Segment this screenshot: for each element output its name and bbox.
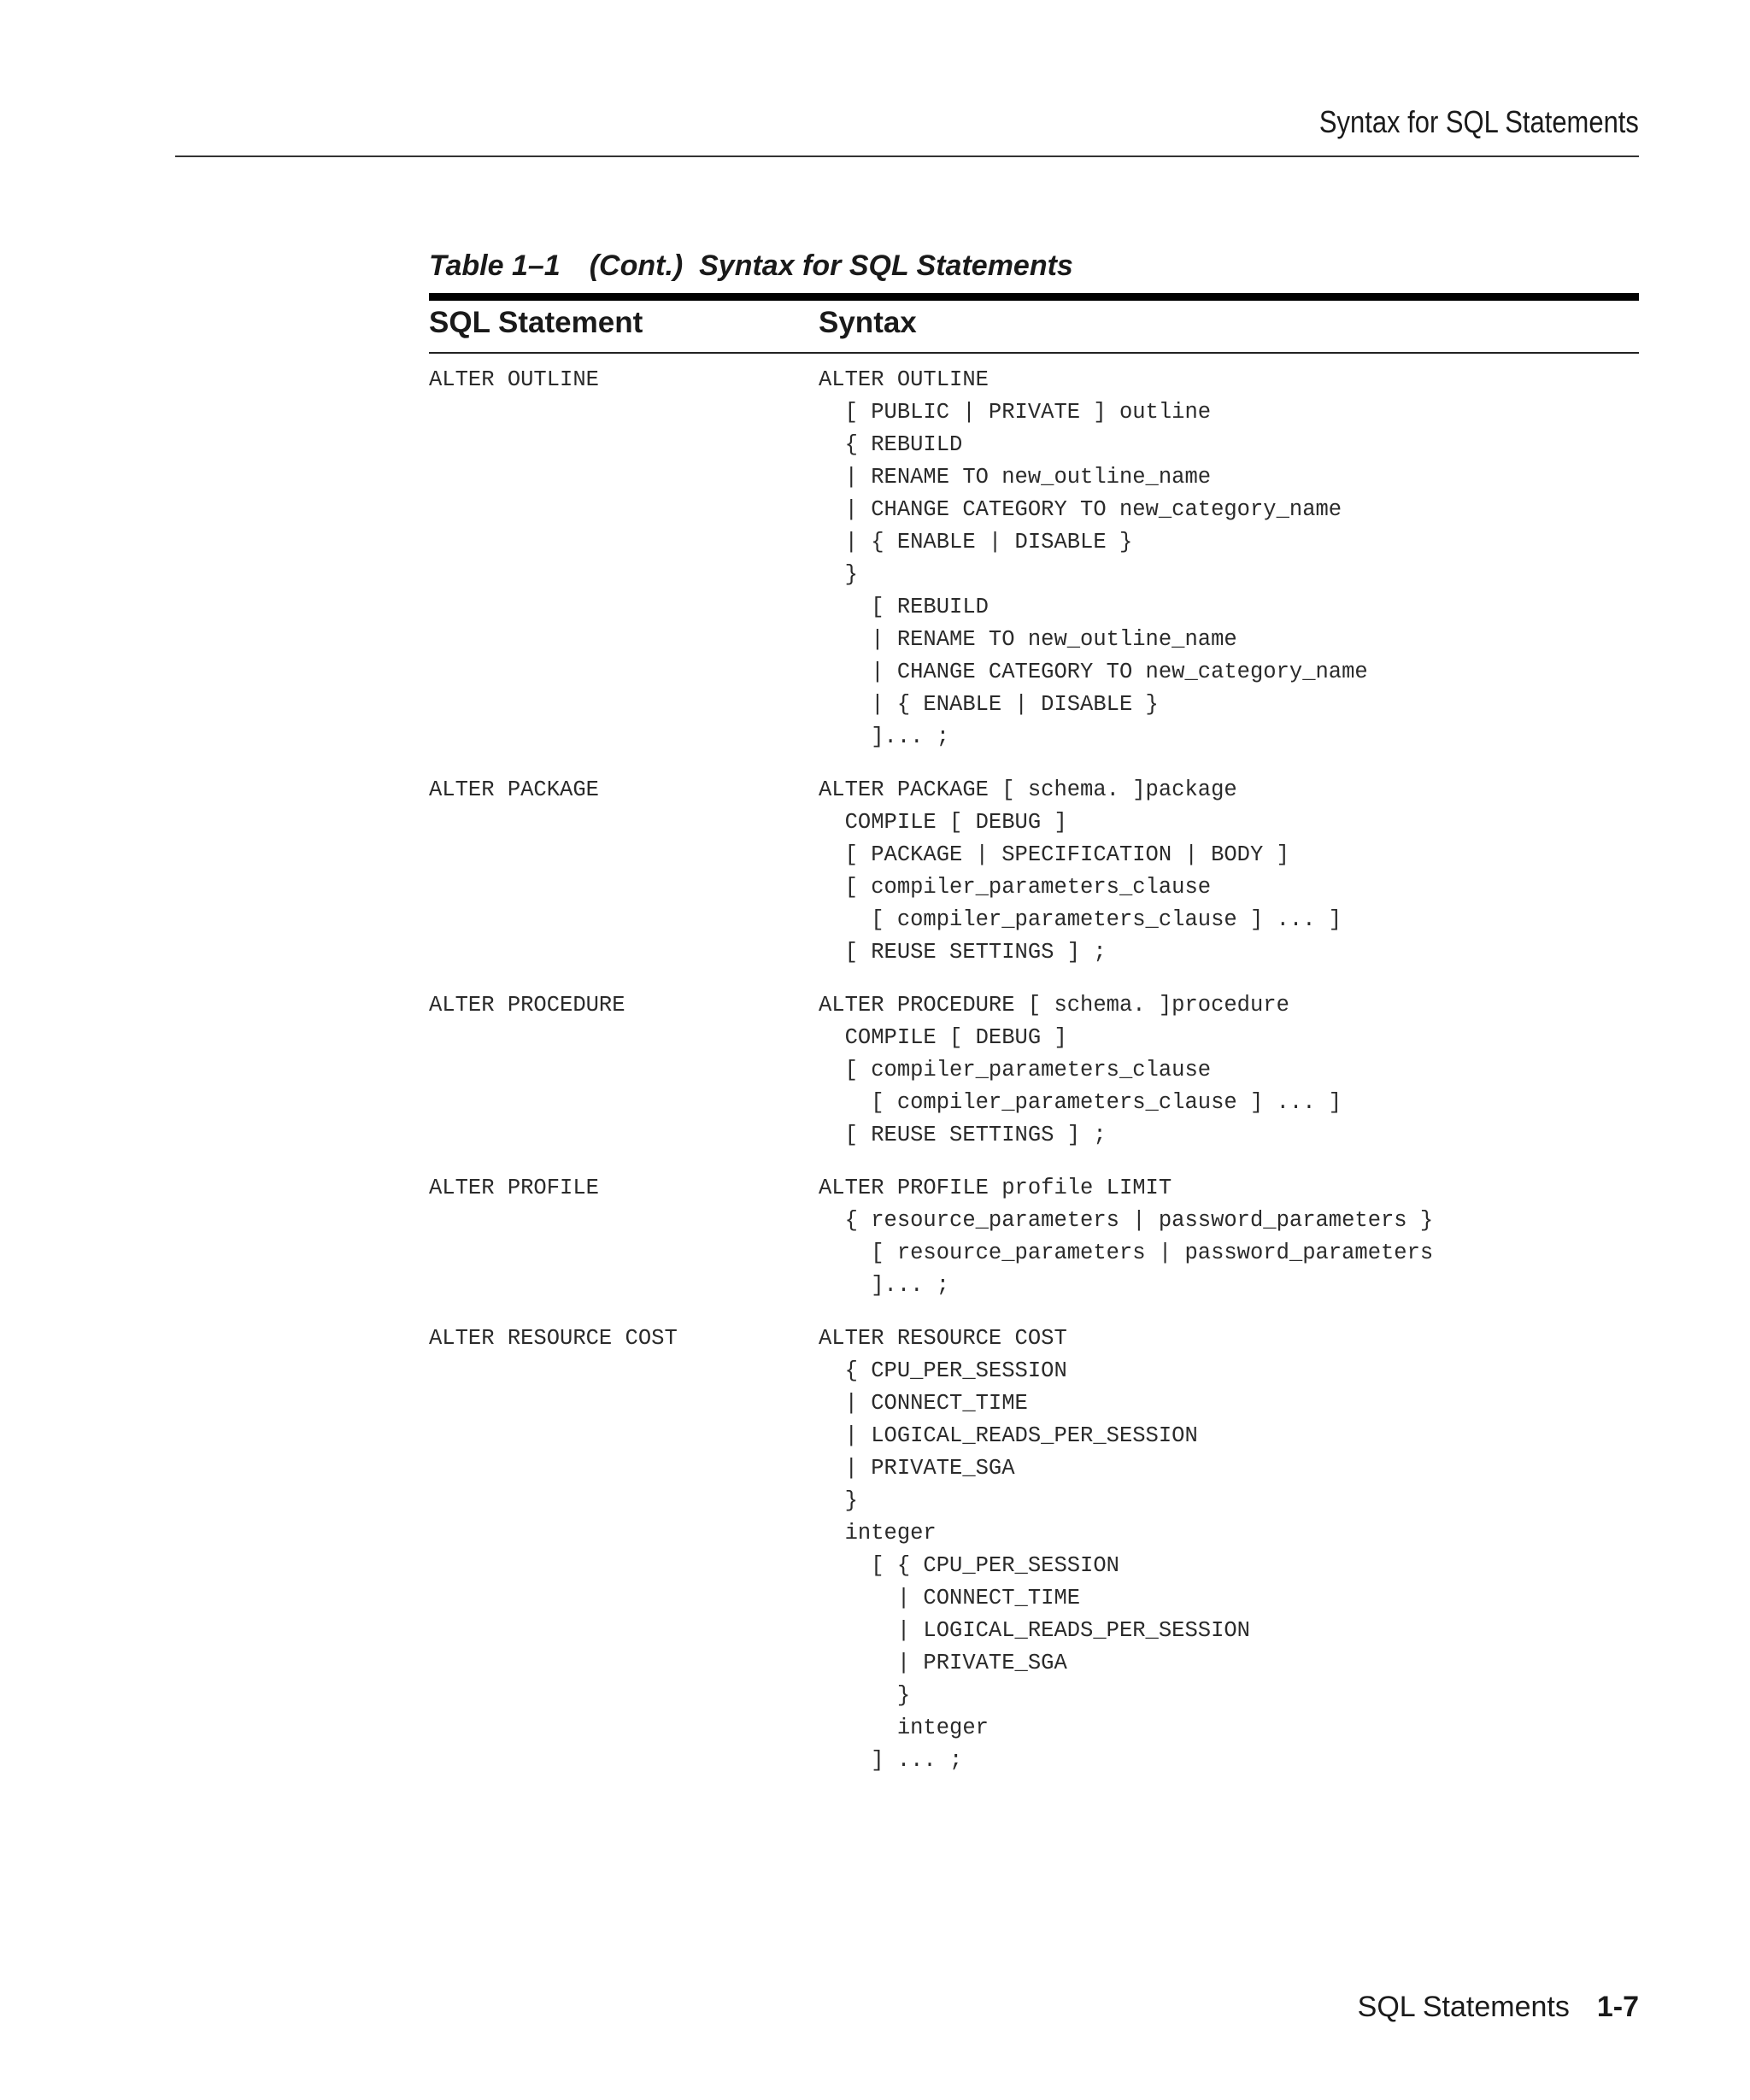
- syntax-line: | LOGICAL_READS_PER_SESSION: [819, 1423, 1198, 1448]
- syntax-line: COMPILE [ DEBUG ]: [819, 1025, 1067, 1050]
- syntax-line: | { ENABLE | DISABLE }: [819, 692, 1159, 717]
- syntax-line: [ compiler_parameters_clause: [819, 1058, 1212, 1082]
- column-header-sql-statement: SQL Statement: [429, 306, 643, 339]
- syntax-line: [ REBUILD: [819, 595, 989, 619]
- syntax-line: [ PACKAGE | SPECIFICATION | BODY ]: [819, 842, 1289, 867]
- syntax-line: }: [819, 1488, 858, 1513]
- table-row: [429, 364, 1639, 754]
- table-row: [429, 1323, 1639, 1777]
- column-header-syntax: Syntax: [819, 306, 917, 339]
- syntax-line: [ compiler_parameters_clause ] ... ]: [819, 1090, 1342, 1115]
- sql-statement-cell: ALTER PROFILE: [429, 1176, 599, 1200]
- syntax-line: [ compiler_parameters_clause ] ... ]: [819, 907, 1342, 932]
- table-body: [429, 364, 1639, 1798]
- syntax-line: | PRIVATE_SGA: [819, 1651, 1067, 1675]
- table-row: [429, 1172, 1639, 1302]
- syntax-cell: [819, 1323, 1639, 1777]
- syntax-line: COMPILE [ DEBUG ]: [819, 810, 1067, 835]
- sql-statement-cell: ALTER PROCEDURE: [429, 993, 625, 1018]
- table-caption-label: Table 1–1: [429, 249, 561, 282]
- syntax-line: ]... ;: [819, 1273, 950, 1298]
- syntax-line: ] ... ;: [819, 1748, 963, 1773]
- syntax-line: [ resource_parameters | password_parameters: [819, 1241, 1434, 1265]
- syntax-line: ]... ;: [819, 724, 950, 749]
- syntax-line: | CHANGE CATEGORY TO new_category_name: [819, 497, 1342, 522]
- syntax-line: }: [819, 562, 858, 587]
- syntax-line: ALTER OUTLINE: [819, 367, 989, 392]
- syntax-line: | PRIVATE_SGA: [819, 1456, 1015, 1481]
- syntax-line: { resource_parameters | password_parameters }: [819, 1208, 1434, 1233]
- page-number: 1-7: [1596, 1991, 1639, 2023]
- syntax-line: integer: [819, 1521, 937, 1546]
- table-row: [429, 989, 1639, 1152]
- running-header: Syntax for SQL Statements: [1319, 104, 1639, 139]
- syntax-line: | RENAME TO new_outline_name: [819, 465, 1212, 490]
- syntax-line: | CONNECT_TIME: [819, 1391, 1028, 1416]
- table-header-rule: [429, 352, 1639, 354]
- sql-statement-cell: ALTER OUTLINE: [429, 367, 599, 392]
- syntax-line: [ { CPU_PER_SESSION: [819, 1553, 1119, 1578]
- syntax-line: integer: [819, 1716, 989, 1740]
- table-row: [429, 774, 1639, 969]
- syntax-line: | CHANGE CATEGORY TO new_category_name: [819, 660, 1368, 684]
- sql-statement-cell: ALTER RESOURCE COST: [429, 1326, 678, 1351]
- header-rule: [175, 155, 1639, 157]
- syntax-line: | { ENABLE | DISABLE }: [819, 530, 1133, 554]
- syntax-line: [ PUBLIC | PRIVATE ] outline: [819, 400, 1212, 425]
- syntax-cell: [819, 989, 1639, 1152]
- syntax-line: }: [819, 1683, 911, 1708]
- syntax-cell: [819, 1172, 1639, 1302]
- syntax-line: [ REUSE SETTINGS ] ;: [819, 1123, 1107, 1147]
- syntax-line: | RENAME TO new_outline_name: [819, 627, 1237, 652]
- syntax-line: ALTER PACKAGE [ schema. ]package: [819, 777, 1237, 802]
- syntax-line: { CPU_PER_SESSION: [819, 1358, 1067, 1383]
- footer-chapter-title: SQL Statements: [1357, 1991, 1570, 2023]
- syntax-line: ALTER PROCEDURE [ schema. ]procedure: [819, 993, 1289, 1018]
- page-footer: [1358, 1991, 1639, 2024]
- syntax-line: | CONNECT_TIME: [819, 1586, 1081, 1610]
- syntax-line: ALTER RESOURCE COST: [819, 1326, 1067, 1351]
- table-caption: [429, 249, 1073, 283]
- sql-statement-cell: ALTER PACKAGE: [429, 777, 599, 802]
- syntax-cell: [819, 774, 1639, 969]
- syntax-line: ALTER PROFILE profile LIMIT: [819, 1176, 1172, 1200]
- syntax-line: [ REUSE SETTINGS ] ;: [819, 940, 1107, 965]
- table-caption-text: (Cont.) Syntax for SQL Statements: [589, 249, 1073, 282]
- syntax-line: { REBUILD: [819, 432, 963, 457]
- syntax-line: [ compiler_parameters_clause: [819, 875, 1212, 900]
- syntax-line: | LOGICAL_READS_PER_SESSION: [819, 1618, 1250, 1643]
- syntax-cell: [819, 364, 1639, 754]
- table-top-rule: [429, 293, 1639, 301]
